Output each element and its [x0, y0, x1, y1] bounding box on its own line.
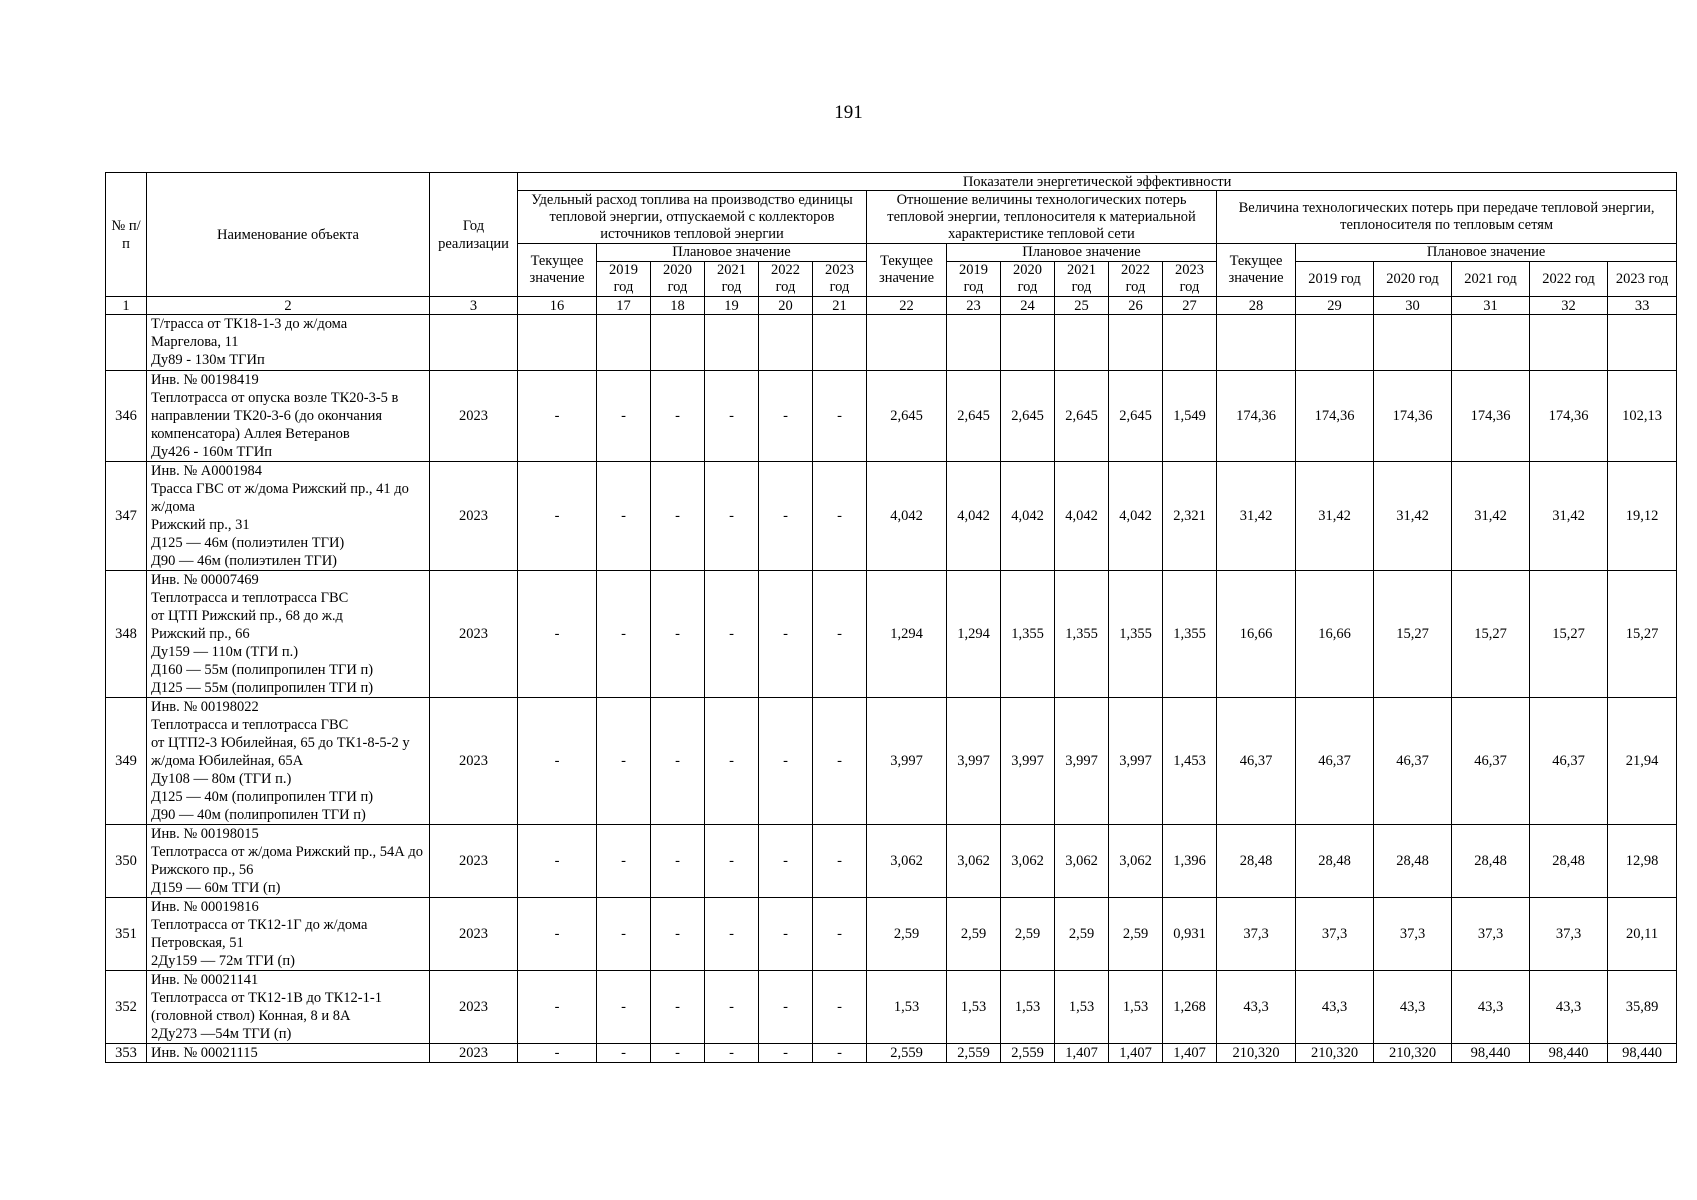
indicator-value: 37,3	[1530, 898, 1608, 971]
indicator-value: 28,48	[1217, 825, 1296, 898]
indicator-value: -	[518, 1044, 597, 1063]
indicator-value: 2,59	[947, 898, 1001, 971]
indicator-value: 3,062	[1109, 825, 1163, 898]
indicator-value: -	[705, 462, 759, 571]
indicator-value	[1374, 315, 1452, 371]
implementation-year: 2023	[430, 571, 518, 698]
indicator-value: -	[597, 462, 651, 571]
table-row	[106, 898, 1677, 971]
indicator-value: 3,062	[1055, 825, 1109, 898]
header-year-2: 2021 год	[705, 262, 759, 297]
indicator-value	[1163, 315, 1217, 371]
indicator-value: -	[759, 971, 813, 1044]
indicator-value: 98,440	[1530, 1044, 1608, 1063]
indicator-value: 3,062	[867, 825, 947, 898]
indicator-value: -	[705, 571, 759, 698]
indicator-value	[947, 315, 1001, 371]
indicator-value: -	[518, 371, 597, 462]
indicator-value: 1,294	[867, 571, 947, 698]
indicator-value: 43,3	[1374, 971, 1452, 1044]
indicator-value: -	[705, 1044, 759, 1063]
header-planned: Плановое значение	[1296, 244, 1677, 262]
indicator-value: 1,355	[1163, 571, 1217, 698]
indicator-value: 43,3	[1452, 971, 1530, 1044]
column-number: 33	[1608, 297, 1677, 315]
indicator-value: -	[597, 971, 651, 1044]
indicator-value: 98,440	[1608, 1044, 1677, 1063]
indicator-value: 3,062	[1001, 825, 1055, 898]
indicator-value: 37,3	[1296, 898, 1374, 971]
header-planned: Плановое значение	[597, 244, 867, 262]
table-row	[106, 315, 1677, 371]
object-name: Инв. № 00198015 Теплотрасса от ж/дома Рижский пр., 54А до Рижского пр., 56 Д159 — 60м ТГИ (п)	[147, 825, 430, 898]
header-year-2: 2021 год	[1055, 262, 1109, 297]
header-planned: Плановое значение	[947, 244, 1217, 262]
row-number: 348	[106, 571, 147, 698]
header-name: Наименование объекта	[147, 173, 430, 297]
indicator-value: 31,42	[1452, 462, 1530, 571]
indicator-value: 3,997	[1109, 698, 1163, 825]
energy-efficiency-table	[105, 172, 1677, 1063]
header-current: Текущее значение	[1217, 244, 1296, 297]
indicator-value: -	[597, 571, 651, 698]
indicator-value: -	[597, 371, 651, 462]
indicator-value: -	[518, 571, 597, 698]
indicator-value: 15,27	[1608, 571, 1677, 698]
indicator-value: -	[597, 698, 651, 825]
indicator-value: 46,37	[1374, 698, 1452, 825]
implementation-year: 2023	[430, 371, 518, 462]
indicator-value: 1,355	[1055, 571, 1109, 698]
row-number: 352	[106, 971, 147, 1044]
page-number: 191	[834, 102, 863, 123]
table-row	[106, 571, 1677, 698]
indicator-value: -	[813, 1044, 867, 1063]
indicator-value: -	[651, 971, 705, 1044]
indicator-value	[1608, 315, 1677, 371]
row-number: 346	[106, 371, 147, 462]
indicator-value: -	[813, 971, 867, 1044]
indicator-value: 31,42	[1296, 462, 1374, 571]
indicator-value: -	[705, 971, 759, 1044]
indicator-value: 3,062	[947, 825, 1001, 898]
header-year-2: 2021 год	[1452, 262, 1530, 297]
row-number: 347	[106, 462, 147, 571]
indicator-value: 102,13	[1608, 371, 1677, 462]
indicator-value: -	[518, 971, 597, 1044]
indicator-value: -	[518, 462, 597, 571]
implementation-year: 2023	[430, 825, 518, 898]
indicator-value: 3,997	[1001, 698, 1055, 825]
column-number: 30	[1374, 297, 1452, 315]
indicator-value: 12,98	[1608, 825, 1677, 898]
object-name: Инв. № А0001984 Трасса ГВС от ж/дома Рижский пр., 41 до ж/дома Рижский пр., 31 Д125 — 46м (полиэтилен ТГИ) Д90 — 46м (полиэтилен ТГИ)	[147, 462, 430, 571]
row-number: 353	[106, 1044, 147, 1063]
indicator-value: 2,59	[867, 898, 947, 971]
indicator-value	[1055, 315, 1109, 371]
column-number: 21	[813, 297, 867, 315]
header-year-1: 2020 год	[1001, 262, 1055, 297]
indicator-value: -	[518, 898, 597, 971]
indicator-value: 1,53	[947, 971, 1001, 1044]
indicator-value	[1452, 315, 1530, 371]
object-name: Инв. № 00198419 Теплотрасса от опуска возле ТК20-3-5 в направлении ТК20-3-6 (до окончания компенсатора) Аллея Ветеранов Ду426 - 160м ТГИп	[147, 371, 430, 462]
column-number: 31	[1452, 297, 1530, 315]
indicator-value: 210,320	[1217, 1044, 1296, 1063]
object-name: Инв. № 00019816 Теплотрасса от ТК12-1Г до ж/дома Петровская, 51 2Ду159 — 72м ТГИ (п)	[147, 898, 430, 971]
header-year-3: 2022 год	[1530, 262, 1608, 297]
indicator-value: 1,407	[1055, 1044, 1109, 1063]
row-number: 351	[106, 898, 147, 971]
indicator-value: 28,48	[1452, 825, 1530, 898]
header-no: № п/п	[106, 173, 147, 297]
column-number: 16	[518, 297, 597, 315]
indicator-value: -	[759, 571, 813, 698]
indicator-value: 1,53	[1109, 971, 1163, 1044]
indicator-value: -	[651, 462, 705, 571]
column-number: 32	[1530, 297, 1608, 315]
header-sub-fuel: Удельный расход топлива на производство единицы тепловой энергии, отпускаемой с коллекторов источников тепловой энергии	[518, 191, 867, 244]
indicator-value: 28,48	[1530, 825, 1608, 898]
indicator-value: 0,931	[1163, 898, 1217, 971]
column-number: 26	[1109, 297, 1163, 315]
indicator-value: -	[651, 825, 705, 898]
indicator-value: 1,407	[1109, 1044, 1163, 1063]
indicator-value: 16,66	[1217, 571, 1296, 698]
column-number: 27	[1163, 297, 1217, 315]
table-row	[106, 698, 1677, 825]
indicator-value: -	[813, 371, 867, 462]
indicator-value: 1,549	[1163, 371, 1217, 462]
indicator-value: 1,53	[1055, 971, 1109, 1044]
indicator-value: 21,94	[1608, 698, 1677, 825]
indicator-value: 2,645	[1109, 371, 1163, 462]
header-year: Год реализации	[430, 173, 518, 297]
indicator-value: 46,37	[1452, 698, 1530, 825]
indicator-value: 1,453	[1163, 698, 1217, 825]
indicator-value: -	[651, 1044, 705, 1063]
indicator-value: -	[813, 898, 867, 971]
object-name: Инв. № 00007469 Теплотрасса и теплотрасса ГВС от ЦТП Рижский пр., 68 до ж.д Рижский пр., 66 Ду159 — 110м (ТГИ п.) Д160 — 55м (полипропилен ТГИ п) Д125 — 55м (полипропилен ТГИ п)	[147, 571, 430, 698]
indicator-value: 2,645	[1001, 371, 1055, 462]
implementation-year: 2023	[430, 698, 518, 825]
table-row	[106, 825, 1677, 898]
indicator-value: -	[597, 1044, 651, 1063]
column-number: 23	[947, 297, 1001, 315]
indicator-value: 28,48	[1296, 825, 1374, 898]
column-number: 20	[759, 297, 813, 315]
indicator-value: 1,407	[1163, 1044, 1217, 1063]
indicator-value	[867, 315, 947, 371]
header-year-3: 2022 год	[1109, 262, 1163, 297]
header-current: Текущее значение	[867, 244, 947, 297]
table-row	[106, 1044, 1677, 1063]
indicator-value: 2,59	[1109, 898, 1163, 971]
header-year-4: 2023 год	[1608, 262, 1677, 297]
header-year-1: 2020 год	[651, 262, 705, 297]
indicator-value: 4,042	[1001, 462, 1055, 571]
indicator-value: -	[759, 1044, 813, 1063]
indicator-value: 20,11	[1608, 898, 1677, 971]
indicator-value: -	[759, 898, 813, 971]
indicator-value: 35,89	[1608, 971, 1677, 1044]
indicator-value: 15,27	[1374, 571, 1452, 698]
indicator-value: 2,559	[1001, 1044, 1055, 1063]
header-year-4: 2023 год	[813, 262, 867, 297]
column-number: 22	[867, 297, 947, 315]
indicator-value	[759, 315, 813, 371]
header-year-0: 2019 год	[597, 262, 651, 297]
column-number: 28	[1217, 297, 1296, 315]
indicator-value: 3,997	[867, 698, 947, 825]
table-row	[106, 371, 1677, 462]
row-number: 350	[106, 825, 147, 898]
indicator-value: -	[597, 825, 651, 898]
indicator-value: -	[813, 825, 867, 898]
indicator-value: 1,355	[1109, 571, 1163, 698]
indicator-value: 43,3	[1217, 971, 1296, 1044]
implementation-year: 2023	[430, 898, 518, 971]
indicator-value: -	[705, 371, 759, 462]
indicator-value: 46,37	[1217, 698, 1296, 825]
indicator-value: 31,42	[1530, 462, 1608, 571]
indicator-value: 210,320	[1296, 1044, 1374, 1063]
indicator-value: 2,559	[947, 1044, 1001, 1063]
indicator-value: -	[759, 371, 813, 462]
indicator-value	[813, 315, 867, 371]
object-name: Инв. № 00021141 Теплотрасса от ТК12-1В до ТК12-1-1 (головной ствол) Конная, 8 и 8А 2Ду273 —54м ТГИ (п)	[147, 971, 430, 1044]
indicator-value	[597, 315, 651, 371]
column-number: 3	[430, 297, 518, 315]
indicator-value: -	[705, 898, 759, 971]
indicator-value: -	[813, 571, 867, 698]
implementation-year: 2023	[430, 1044, 518, 1063]
indicator-value: 3,997	[1055, 698, 1109, 825]
indicator-value	[518, 315, 597, 371]
indicator-value: 174,36	[1374, 371, 1452, 462]
table-row	[106, 971, 1677, 1044]
indicator-value: -	[705, 698, 759, 825]
column-number: 17	[597, 297, 651, 315]
indicator-value: 2,559	[867, 1044, 947, 1063]
indicator-value: -	[759, 698, 813, 825]
indicator-value: -	[518, 825, 597, 898]
indicator-value: -	[651, 898, 705, 971]
indicator-value: 2,321	[1163, 462, 1217, 571]
indicator-value: 16,66	[1296, 571, 1374, 698]
column-number: 29	[1296, 297, 1374, 315]
column-number: 1	[106, 297, 147, 315]
indicator-value	[1001, 315, 1055, 371]
indicator-value: 4,042	[867, 462, 947, 571]
header-sub-loss-value: Величина технологических потерь при передаче тепловой энергии, теплоносителя по тепловым сетям	[1217, 191, 1677, 244]
indicator-value: 43,3	[1296, 971, 1374, 1044]
indicator-value: 174,36	[1530, 371, 1608, 462]
indicator-value: 4,042	[947, 462, 1001, 571]
header-year-0: 2019 год	[947, 262, 1001, 297]
indicator-value: -	[651, 371, 705, 462]
row-number	[106, 315, 147, 371]
implementation-year	[430, 315, 518, 371]
indicator-value: -	[813, 698, 867, 825]
indicator-value: 2,59	[1055, 898, 1109, 971]
header-year-4: 2023 год	[1163, 262, 1217, 297]
indicator-value	[1217, 315, 1296, 371]
column-number: 24	[1001, 297, 1055, 315]
indicator-value: 174,36	[1296, 371, 1374, 462]
indicator-value: -	[651, 571, 705, 698]
indicator-value: 1,268	[1163, 971, 1217, 1044]
indicator-value: 1,294	[947, 571, 1001, 698]
indicator-value: 31,42	[1217, 462, 1296, 571]
object-name: Т/трасса от ТК18-1-3 до ж/дома Маргелова, 11 Ду89 - 130м ТГИп	[147, 315, 430, 371]
indicator-value: -	[759, 825, 813, 898]
indicator-value: 37,3	[1217, 898, 1296, 971]
indicator-value: 174,36	[1452, 371, 1530, 462]
indicator-value: 1,53	[1001, 971, 1055, 1044]
indicator-value	[1296, 315, 1374, 371]
indicator-value: 2,645	[867, 371, 947, 462]
indicator-value: -	[651, 698, 705, 825]
indicator-value: 2,645	[1055, 371, 1109, 462]
indicator-value: 31,42	[1374, 462, 1452, 571]
indicator-value: -	[705, 825, 759, 898]
indicator-value: -	[597, 898, 651, 971]
indicator-value: 4,042	[1109, 462, 1163, 571]
indicator-value: -	[813, 462, 867, 571]
indicator-value: 210,320	[1374, 1044, 1452, 1063]
indicator-value: 174,36	[1217, 371, 1296, 462]
indicator-value: 1,396	[1163, 825, 1217, 898]
indicator-value: 28,48	[1374, 825, 1452, 898]
table-row	[106, 462, 1677, 571]
indicator-value: 2,645	[947, 371, 1001, 462]
indicator-value: 46,37	[1296, 698, 1374, 825]
indicator-value: 1,53	[867, 971, 947, 1044]
header-year-3: 2022 год	[759, 262, 813, 297]
column-number: 2	[147, 297, 430, 315]
indicator-value: -	[759, 462, 813, 571]
indicator-value	[1530, 315, 1608, 371]
header-group-title: Показатели энергетической эффективности	[518, 173, 1677, 191]
indicator-value: 4,042	[1055, 462, 1109, 571]
indicator-value: 46,37	[1530, 698, 1608, 825]
header-year-1: 2020 год	[1374, 262, 1452, 297]
indicator-value	[705, 315, 759, 371]
indicator-value: 19,12	[1608, 462, 1677, 571]
indicator-value	[651, 315, 705, 371]
indicator-value: 43,3	[1530, 971, 1608, 1044]
header-year-0: 2019 год	[1296, 262, 1374, 297]
indicator-value: -	[518, 698, 597, 825]
indicator-value: 2,59	[1001, 898, 1055, 971]
column-number: 18	[651, 297, 705, 315]
implementation-year: 2023	[430, 462, 518, 571]
indicator-value: 98,440	[1452, 1044, 1530, 1063]
indicator-value: 15,27	[1452, 571, 1530, 698]
object-name: Инв. № 00021115	[147, 1044, 430, 1063]
indicator-value: 1,355	[1001, 571, 1055, 698]
header-sub-loss-ratio: Отношение величины технологических потерь тепловой энергии, теплоносителя к материальной характеристике тепловой сети	[867, 191, 1217, 244]
indicator-value: 37,3	[1452, 898, 1530, 971]
indicator-value	[1109, 315, 1163, 371]
column-number: 19	[705, 297, 759, 315]
indicator-value: 37,3	[1374, 898, 1452, 971]
implementation-year: 2023	[430, 971, 518, 1044]
row-number: 349	[106, 698, 147, 825]
column-number: 25	[1055, 297, 1109, 315]
header-current: Текущее значение	[518, 244, 597, 297]
indicator-value: 15,27	[1530, 571, 1608, 698]
object-name: Инв. № 00198022 Теплотрасса и теплотрасса ГВС от ЦТП2-3 Юбилейная, 65 до ТК1-8-5-2 у ж/дома Юбилейная, 65А Ду108 — 80м (ТГИ п.) Д125 — 40м (полипропилен ТГИ п) Д90 — 40м (полипропилен ТГИ п)	[147, 698, 430, 825]
indicator-value: 3,997	[947, 698, 1001, 825]
